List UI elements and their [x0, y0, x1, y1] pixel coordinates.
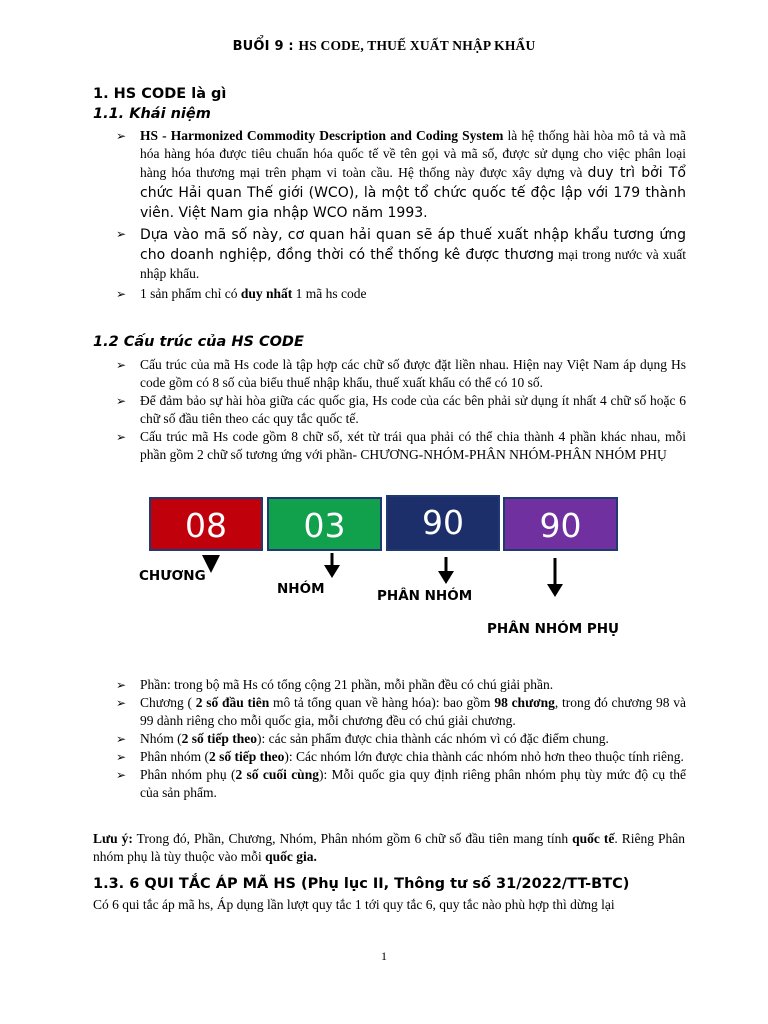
list-item-text: duy trì bởi Tổ chức Hải quan Thế giới (WCO), là một tổ chức quốc tế độc lập với 179 thành viên. Việt Nam gia nhập WCO năm 1993.	[140, 165, 686, 221]
document-title	[0, 38, 768, 54]
list-item-text: là hệ thống hài hòa mô tả và mã hóa hàng hóa được tiêu chuẩn hóa quốc tế về tên gọi và mã số, được sử dụng cho việc phân loại hàng hóa thương mại trên phạm vi toàn cầu. Hệ thống này được xây dựng và	[140, 128, 686, 180]
tariff-line-label: PHÂN NHÓM PHỤ	[487, 621, 620, 637]
list-item-text: Dựa vào mã số này, cơ quan hải quan sẽ áp thuế xuất nhập khẩu tương ứng cho doanh nghiệp, đồng thời có thể thống kê được thương	[140, 227, 686, 263]
down-arrow-icon	[545, 558, 565, 598]
heading-code-box: 03	[267, 497, 382, 551]
list-item-emphasis: 98 chương	[494, 695, 555, 710]
hs-definition-term: HS - Harmonized Commodity Description and Coding System	[140, 128, 504, 143]
list-item	[116, 225, 686, 283]
parts-bullet-list	[116, 676, 686, 802]
chapter-code-box: 08	[149, 497, 263, 551]
list-item	[116, 356, 686, 392]
note-emphasis: quốc gia.	[265, 849, 317, 864]
list-item-text: Cấu trúc mã Hs code gồm 8 chữ số, xét từ trái qua phải có thể chia thành 4 phần khác nhau, mỗi phần gồm 2 chữ số tương ứng với phần- CHƯƠNG-NHÓM-PHÂN NHÓM-PHÂN NHÓM PHỤ	[140, 429, 686, 462]
arrow-bullet-icon: ➢	[116, 227, 127, 241]
down-arrow-icon	[436, 557, 456, 585]
section-1-1-heading: 1.1. Khái niệm	[93, 106, 211, 122]
title-main: HS CODE, THUẾ XUẤT NHẬP KHẨU	[298, 38, 536, 53]
section-1-heading: 1. HS CODE là gì	[93, 86, 227, 102]
concept-bullet-list	[116, 127, 686, 303]
list-item	[116, 766, 686, 802]
section-1-3-text: Có 6 qui tắc áp mã hs, Áp dụng lần lượt quy tắc 1 tới quy tắc 6, quy tắc nào phù hợp thì dừng lại	[93, 897, 615, 912]
list-item-text: mô tả tổng quan về hàng hóa): bao gồm	[269, 695, 495, 710]
page-number: 1	[381, 949, 387, 963]
list-item-text: Chương (	[140, 695, 196, 710]
list-item-text: Để đảm bảo sự hài hòa giữa các quốc gia, Hs code của các bên phải sử dụng ít nhất 4 chữ số hoặc 6 chữ số đầu tiên theo các quy tắc quốc tế.	[140, 393, 686, 426]
arrow-bullet-icon: ➢	[116, 732, 127, 746]
list-item	[116, 127, 686, 223]
list-item-text: Phân nhóm phụ (	[140, 767, 236, 782]
arrow-bullet-icon: ➢	[116, 768, 127, 782]
list-item	[116, 392, 686, 428]
list-item-text: 1 mã hs code	[292, 286, 367, 301]
arrow-bullet-icon: ➢	[116, 394, 127, 408]
list-item-emphasis: 2 số tiếp theo	[181, 731, 257, 746]
note-label: Lưu ý:	[93, 831, 133, 846]
list-item-text: ): Mỗi quốc gia quy định riêng phân nhóm phụ tùy mức độ cụ thể của sản phẩm.	[140, 767, 686, 800]
list-item-text: ): các sản phẩm được chia thành các nhóm vì có đặc điểm chung.	[257, 731, 609, 746]
down-arrow-icon	[322, 553, 342, 579]
title-prefix: BUỔI 9 :	[232, 39, 299, 54]
arrow-bullet-icon: ➢	[116, 358, 127, 372]
arrow-bullet-icon: ➢	[116, 750, 127, 764]
subheading-label: PHÂN NHÓM	[377, 588, 473, 604]
list-item-text: , trong đó chương 98 và 99 dành riêng cho mỗi quốc gia, mỗi chương đều có chú giải chương.	[140, 695, 687, 728]
list-item-text: Phân nhóm (	[140, 749, 209, 764]
section-1-3-heading: 1.3. 6 QUI TẮC ÁP MÃ HS (Phụ lục II, Thông tư số 31/2022/TT-BTC)	[93, 876, 630, 892]
tariff-line-code-box: 90	[503, 497, 618, 551]
note-emphasis: quốc tế	[572, 831, 615, 846]
list-item-text: Nhóm (	[140, 731, 182, 746]
note-paragraph	[93, 830, 685, 866]
subheading-code-box: 90	[386, 495, 500, 551]
list-item	[116, 428, 686, 464]
arrow-bullet-icon: ➢	[116, 430, 127, 444]
list-item-text: Cấu trúc của mã Hs code là tập hợp các chữ số được đặt liền nhau. Hiện nay Việt Nam áp dụng Hs code gồm có 8 số của biểu thuế nhập khẩu, thuế xuất khẩu có thể có 10 số.	[140, 357, 686, 390]
arrow-bullet-icon: ➢	[116, 287, 127, 301]
structure-bullet-list	[116, 356, 686, 464]
note-text: . Riêng Phân nhóm phụ là tùy thuộc vào mỗi	[93, 831, 686, 864]
chapter-label: CHƯƠNG	[139, 568, 206, 584]
arrow-bullet-icon: ➢	[116, 696, 127, 710]
heading-label: NHÓM	[277, 581, 325, 597]
section-1-2-heading: 1.2 Cấu trúc của HS CODE	[93, 334, 304, 350]
list-item	[116, 748, 686, 766]
list-item-emphasis: 2 số tiếp theo	[209, 749, 285, 764]
list-item	[116, 694, 686, 730]
list-item-emphasis: 2 số đầu tiên	[195, 695, 270, 710]
list-item-emphasis: 2 số cuối cùng	[235, 767, 319, 782]
list-item-text: ): Các nhóm lớn được chia thành các nhóm nhỏ hơn theo thuộc tính riêng.	[284, 749, 684, 764]
note-text: Trong đó, Phần, Chương, Nhóm, Phân nhóm gồm 6 chữ số đầu tiên mang tính	[132, 831, 573, 846]
list-item-text: Phần: trong bộ mã Hs có tổng cộng 21 phần, mỗi phần đều có chú giải phần.	[140, 677, 554, 692]
list-item-text: 1 sản phẩm chỉ có	[140, 286, 241, 301]
list-item	[116, 676, 686, 694]
arrow-bullet-icon: ➢	[116, 678, 127, 692]
list-item-emphasis: duy nhất	[240, 286, 293, 301]
arrow-bullet-icon: ➢	[116, 129, 127, 143]
list-item-text: mại trong nước và xuất nhập khẩu.	[140, 247, 686, 281]
list-item	[116, 730, 686, 748]
list-item	[116, 285, 686, 303]
